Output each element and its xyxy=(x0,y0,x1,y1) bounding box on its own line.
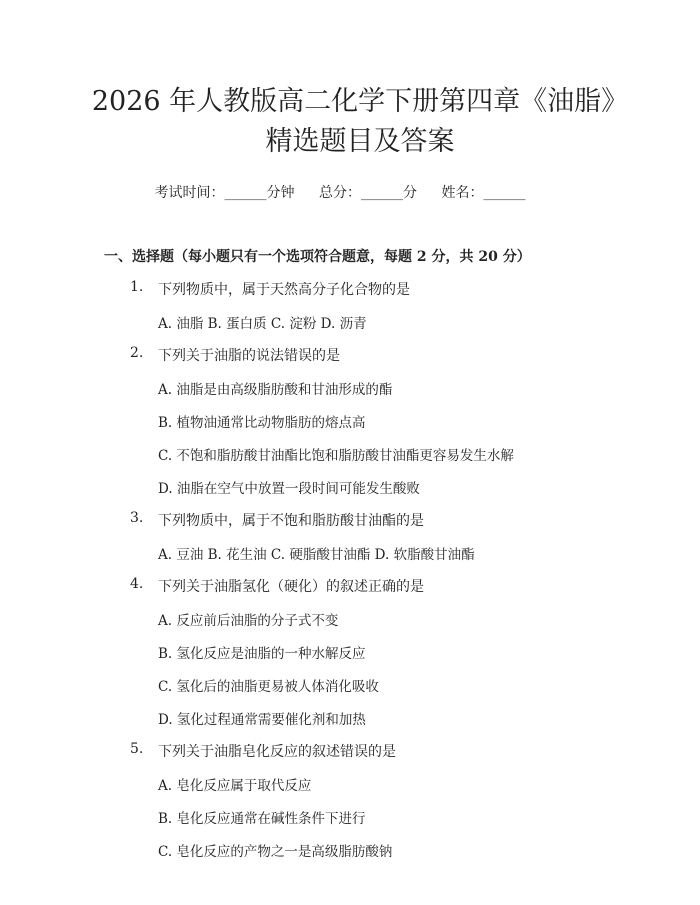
question-text: 下列物质中，属于天然高分子化合物的是 xyxy=(158,282,410,298)
question xyxy=(130,510,616,530)
option: B. 氢化反应是油脂的一种水解反应 xyxy=(158,646,366,662)
question xyxy=(130,345,616,365)
title-line-2: 精选题目及答案 xyxy=(265,126,455,157)
question xyxy=(130,576,616,596)
question xyxy=(130,279,616,299)
option: C. 氢化后的油脂更易被人体消化吸收 xyxy=(158,679,379,695)
question-options: A. 豆油 B. 花生油 C. 硬脂酸甘油酯 D. 软脂酸甘油酯 xyxy=(158,547,475,563)
question-text: 下列关于油脂氢化（硬化）的叙述正确的是 xyxy=(158,579,424,595)
question xyxy=(130,741,616,761)
question-number: 1. xyxy=(130,279,144,295)
option: C. 皂化反应的产物之一是高级脂肪酸钠 xyxy=(158,844,393,860)
option: B. 植物油通常比动物脂肪的熔点高 xyxy=(158,415,366,431)
option: A. 反应前后油脂的分子式不变 xyxy=(158,613,339,629)
question-number: 5. xyxy=(130,741,144,757)
question-text: 下列关于油脂的说法错误的是 xyxy=(158,348,340,364)
option: C. 不饱和脂肪酸甘油酯比饱和脂肪酸甘油酯更容易发生水解 xyxy=(158,448,514,464)
question-number: 4. xyxy=(130,576,144,592)
question-text: 下列关于油脂皂化反应的叙述错误的是 xyxy=(158,744,396,760)
option: A. 油脂是由高级脂肪酸和甘油形成的酯 xyxy=(158,382,393,398)
section-heading: 一、选择题（每小题只有一个选项符合题意，每题 2 分，共 20 分） xyxy=(104,249,531,265)
option: A. 皂化反应属于取代反应 xyxy=(158,778,312,794)
exam-time-field: 考试时间：______分钟 xyxy=(154,185,295,201)
option: D. 氢化过程通常需要催化剂和加热 xyxy=(158,712,366,728)
question-number: 3. xyxy=(130,510,144,526)
option: B. 皂化反应通常在碱性条件下进行 xyxy=(158,811,366,827)
option: D. 油脂在空气中放置一段时间可能发生酸败 xyxy=(158,481,420,497)
exam-info xyxy=(64,182,616,202)
question-options: A. 油脂 B. 蛋白质 C. 淀粉 D. 沥青 xyxy=(158,316,367,332)
page-title xyxy=(84,82,636,162)
question-number: 2. xyxy=(130,345,144,361)
exam-score-field: 总分：______分 xyxy=(319,185,417,201)
exam-name-field: 姓名：______ xyxy=(441,185,526,201)
question-text: 下列物质中，属于不饱和脂肪酸甘油酯的是 xyxy=(158,513,424,529)
title-line-1: 2026 年人教版高二化学下册第四章《油脂》 xyxy=(91,86,629,117)
